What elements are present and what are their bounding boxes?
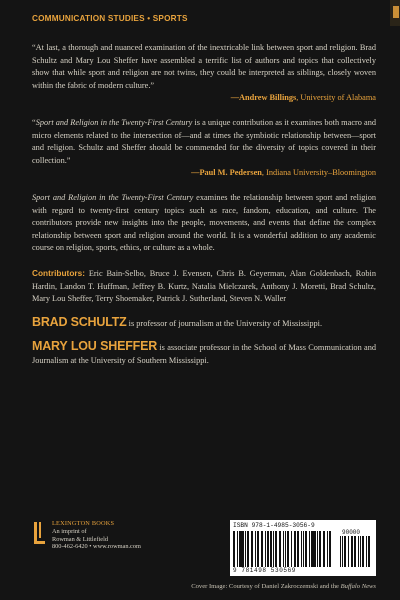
contributors-names: Eric Bain-Selbo, Bruce J. Evensen, Chris B. Geyerman, Alan Goldenbach, Robin Hardin, Landon T. Huffman, Jeffrey B. Kurtz, Natalia Mielczarek, Anthony J. Moretti, Brad Schultz, Mary Lou Sheffer, Terry Shoemaker, Patrick J. Sutherland, Steven N. Waller [32, 268, 376, 304]
barcode-bar [303, 531, 305, 567]
publisher-block [32, 520, 182, 556]
author-bio-schultz [32, 316, 376, 331]
barcode-bar [317, 531, 318, 567]
spine-edge [390, 0, 400, 26]
isbn-text: ISBN 978-1-4985-3056-9 [233, 522, 315, 529]
cover-credit [191, 583, 376, 590]
barcode-bar [342, 536, 344, 567]
barcode-bar [265, 531, 266, 567]
book-description [32, 192, 376, 255]
contributors [32, 267, 376, 306]
author-bio: is professor of journalism at the University of Mississippi. [126, 318, 323, 328]
barcode-bar [313, 531, 315, 567]
barcode-bar [305, 531, 307, 567]
quote-billings-attribution [32, 92, 376, 105]
barcode-bar [237, 531, 238, 567]
barcode-bar [301, 531, 302, 567]
publisher-info [52, 520, 141, 551]
spine-mark [393, 6, 399, 18]
author-bio-sheffer [32, 340, 376, 367]
barcode-bar [348, 536, 349, 567]
barcode-bar [251, 531, 253, 567]
cover-credit-source: Buffalo News [340, 583, 376, 590]
barcode-bar [239, 531, 241, 567]
barcode-bar [351, 536, 353, 567]
price-barcode-bars [340, 536, 372, 567]
price-code: 90000 [342, 529, 361, 536]
ean-barcode-bars [233, 531, 333, 567]
barcode-bar [368, 536, 370, 567]
description-body: examines the relationship between sport and religion with regard to twenty-first century topics such as race, fandom, education, and culture. The contributors provide new insights into the people, movements, and events that define the complex relationship between sport and religion around the world. It is a wonderful addition to any academic course on religion, sports, ethics, or culture as a whole. [32, 192, 376, 253]
barcode-bar [245, 531, 246, 567]
barcode-bar [267, 531, 269, 567]
lexington-logo-icon [32, 520, 46, 546]
barcode-bar [354, 536, 356, 567]
barcode-bar [255, 531, 256, 567]
barcode [230, 520, 376, 576]
barcode-bar [340, 536, 341, 567]
barcode-bar [257, 531, 259, 567]
author-name: BRAD SCHULTZ [32, 314, 127, 329]
barcode-bar [270, 531, 272, 567]
quote-pedersen-affiliation: , Indiana University–Bloomington [261, 168, 376, 178]
author-bio: is associate professor in the School of Mass Communication and Journalism at the University of Southern Mississippi. [32, 343, 376, 365]
barcode-bar [344, 536, 346, 567]
publisher-line3: 800-462-6420 • www.rowman.com [52, 543, 141, 551]
barcode-bar [283, 531, 284, 567]
barcode-bar [297, 531, 299, 567]
barcode-bar [294, 531, 296, 567]
barcode-bar [241, 531, 243, 567]
barcode-bar [309, 531, 310, 567]
barcode-bar [319, 531, 321, 567]
barcode-bar [311, 531, 313, 567]
author-name: MARY LOU SHEFFER [32, 339, 158, 354]
barcode-bar [362, 536, 364, 567]
barcode-bar [261, 531, 263, 567]
barcode-digits: 9 781498 530569 [233, 567, 297, 574]
quote-pedersen-attribution [32, 167, 376, 180]
barcode-bar [360, 536, 362, 567]
quote-pedersen-body: is a unique contribution as it examines both macro and micro elements related to the intersection of—and at times the symbiotic relationship between—sport and religion. Schultz and Sheffer should be commended for the diversity of topics covered in their collection.” [32, 117, 376, 165]
publisher-name: LEXINGTON BOOKS [52, 520, 115, 527]
description-title: Sport and Religion in the Twenty-First Century [32, 192, 194, 202]
barcode-bar [285, 531, 287, 567]
barcode-bar [287, 531, 289, 567]
quote-pedersen-title: Sport and Religion in the Twenty-First Century [35, 117, 193, 127]
quote-pedersen-open: “ [32, 117, 36, 127]
barcode-bar [279, 531, 281, 567]
barcode-bar [327, 531, 328, 567]
barcode-bar [291, 531, 292, 567]
quote-pedersen [32, 117, 376, 167]
cover-credit-prefix: Cover Image: Courtesy of Daniel Zakroczemski and the [191, 583, 341, 590]
quote-pedersen-name: —Paul M. Pedersen [191, 168, 262, 178]
quote-billings-name: —Andrew Billings [230, 93, 297, 103]
barcode-bar [233, 531, 235, 567]
quote-billings: “At last, a thorough and nuanced examination of the inextricable link between sport and religion. Brad Schultz and Mary Lou Sheffer have assembled a terrific list of authors and topics that collectively show that while sport and religion are not twins, they could be interpreted as siblings, closely woven within the fabric of modern culture.” [32, 43, 376, 90]
barcode-bar [358, 536, 359, 567]
barcode-bar [366, 536, 367, 567]
barcode-bar [323, 531, 325, 567]
publisher-line1: An imprint of [52, 527, 87, 535]
barcode-bar [273, 531, 274, 567]
barcode-bar [275, 531, 277, 567]
barcode-bar [329, 531, 331, 567]
publisher-line2: Rowman & Littlefield [52, 535, 108, 543]
quote-billings-affiliation: , University of Alabama [296, 93, 376, 103]
back-cover-text [32, 42, 376, 367]
contributors-label: Contributors: [32, 267, 85, 278]
barcode-bar [247, 531, 249, 567]
category-label: COMMUNICATION STUDIES • SPORTS [32, 14, 188, 23]
